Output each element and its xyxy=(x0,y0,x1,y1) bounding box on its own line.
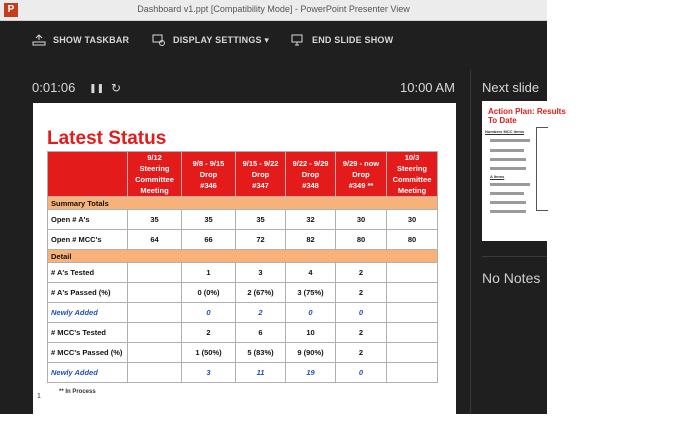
thumb-line xyxy=(490,201,526,204)
current-time: 10:00 AM xyxy=(400,80,455,95)
table-cell: 2 xyxy=(236,303,286,323)
table-cell: 0 xyxy=(182,303,236,323)
table-row xyxy=(48,303,438,323)
thumb-line xyxy=(490,210,526,213)
thumb-line xyxy=(490,158,526,161)
pause-icon[interactable]: ❚❚ xyxy=(89,83,105,93)
table-cell: 80 xyxy=(387,230,438,250)
table-header-cell: 9/15 - 9/22 Drop #347 xyxy=(236,152,286,197)
row-label: Newly Added xyxy=(48,303,128,323)
table-cell: 30 xyxy=(336,210,387,230)
section-label: Summary Totals xyxy=(48,197,438,210)
table-cell: 30 xyxy=(387,210,438,230)
table-cell: 35 xyxy=(182,210,236,230)
table-cell xyxy=(387,303,438,323)
slide-page-number: 1 xyxy=(37,393,41,400)
table-row xyxy=(48,363,438,383)
table-header-cell: 9/8 - 9/15 Drop #346 xyxy=(182,152,236,197)
table-header-row xyxy=(48,152,438,197)
current-slide[interactable] xyxy=(33,103,456,414)
display-settings-button[interactable] xyxy=(152,30,269,50)
section-label: Detail xyxy=(48,250,438,263)
timer-row xyxy=(0,76,547,100)
table-cell xyxy=(387,263,438,283)
table-cell: 3 xyxy=(182,363,236,383)
table-cell: 3 xyxy=(236,263,286,283)
powerpoint-icon: P xyxy=(4,3,18,17)
display-settings-icon xyxy=(152,34,166,46)
table-cell xyxy=(387,363,438,383)
table-cell xyxy=(128,323,182,343)
table-cell: 5 (83%) xyxy=(236,343,286,363)
table-cell: 2 xyxy=(182,323,236,343)
table-header-cell: 9/22 - 9/29 Drop #348 xyxy=(286,152,336,197)
table-row xyxy=(48,263,438,283)
row-label: # A's Tested xyxy=(48,263,128,283)
speaker-notes: No Notes xyxy=(482,270,541,286)
end-show-icon xyxy=(291,34,305,46)
table-cell: 1 (50%) xyxy=(182,343,236,363)
table-row xyxy=(48,230,438,250)
table-cell xyxy=(387,283,438,303)
thumb-line xyxy=(490,192,524,195)
table-cell xyxy=(128,363,182,383)
table-cell: 72 xyxy=(236,230,286,250)
table-cell xyxy=(128,343,182,363)
row-label: Open # MCC's xyxy=(48,230,128,250)
taskbar-icon xyxy=(32,34,46,46)
next-slide-title: Action Plan: Results To Date xyxy=(488,107,566,125)
thumb-line xyxy=(490,183,530,186)
table-row xyxy=(48,323,438,343)
thumb-line xyxy=(490,149,524,152)
restart-timer-icon[interactable]: ↻ xyxy=(111,81,122,95)
end-slide-show-label: END SLIDE SHOW xyxy=(312,35,394,45)
thumb-bracket xyxy=(536,127,548,211)
end-slide-show-button[interactable] xyxy=(291,30,393,50)
table-row xyxy=(48,283,438,303)
next-slide-section: A Items xyxy=(490,174,505,179)
table-row xyxy=(48,210,438,230)
table-section-row xyxy=(48,197,438,210)
table-cell: 80 xyxy=(336,230,387,250)
table-cell: 82 xyxy=(286,230,336,250)
table-cell xyxy=(387,323,438,343)
elapsed-timer: 0:01:06 xyxy=(32,80,76,95)
table-cell: 0 xyxy=(286,303,336,323)
row-label: # A's Passed (%) xyxy=(48,283,128,303)
table-cell xyxy=(387,343,438,363)
title-bar xyxy=(0,0,547,21)
slide-footnote: ** In Process xyxy=(59,389,96,395)
table-header-cell: 9/29 - now Drop #349 ** xyxy=(336,152,387,197)
row-label: Open # A's xyxy=(48,210,128,230)
table-cell: 11 xyxy=(236,363,286,383)
table-row xyxy=(48,343,438,363)
table-cell xyxy=(128,303,182,323)
table-cell: 6 xyxy=(236,323,286,343)
table-cell: 10 xyxy=(286,323,336,343)
table-cell: 32 xyxy=(286,210,336,230)
table-cell: 64 xyxy=(128,230,182,250)
table-cell: 0 xyxy=(336,363,387,383)
table-cell: 9 (90%) xyxy=(286,343,336,363)
table-cell: 0 xyxy=(336,303,387,323)
slide-title: Latest Status xyxy=(47,128,167,149)
table-cell: 2 xyxy=(336,343,387,363)
table-cell: 66 xyxy=(182,230,236,250)
next-slide-label: Next slide xyxy=(482,80,540,95)
table-header-cell xyxy=(48,152,128,197)
row-label: Newly Added xyxy=(48,363,128,383)
thumb-line xyxy=(490,139,530,142)
table-cell: 35 xyxy=(236,210,286,230)
toolbar xyxy=(0,21,547,59)
window-title: Dashboard v1.ppt [Compatibility Mode] - PowerPoint Presenter View xyxy=(137,4,410,14)
table-cell: 2 xyxy=(336,283,387,303)
table-cell: 19 xyxy=(286,363,336,383)
table-cell: 2 xyxy=(336,323,387,343)
table-header-cell: 9/12 Steering Committee Meeting xyxy=(128,152,182,197)
notes-separator xyxy=(482,256,547,257)
table-cell: 0 (0%) xyxy=(182,283,236,303)
table-header-cell: 10/3 Steering Committee Meeting xyxy=(387,152,438,197)
next-slide-heading: Numbers MCC items xyxy=(485,129,525,134)
thumb-line xyxy=(490,167,526,170)
table-cell: 35 xyxy=(128,210,182,230)
row-label: # MCC's Tested xyxy=(48,323,128,343)
show-taskbar-label: SHOW TASKBAR xyxy=(53,35,130,45)
table-cell: 4 xyxy=(286,263,336,283)
table-cell: 2 xyxy=(336,263,387,283)
table-cell xyxy=(128,263,182,283)
next-slide-thumbnail[interactable] xyxy=(482,101,566,241)
show-taskbar-button[interactable] xyxy=(32,30,129,50)
table-cell xyxy=(128,283,182,303)
table-section-row xyxy=(48,250,438,263)
pane-divider[interactable] xyxy=(470,70,471,414)
status-table xyxy=(47,151,438,383)
row-label: # MCC's Passed (%) xyxy=(48,343,128,363)
table-cell: 1 xyxy=(182,263,236,283)
table-cell: 2 (67%) xyxy=(236,283,286,303)
table-cell: 3 (75%) xyxy=(286,283,336,303)
display-settings-label: DISPLAY SETTINGS ▾ xyxy=(173,34,270,45)
